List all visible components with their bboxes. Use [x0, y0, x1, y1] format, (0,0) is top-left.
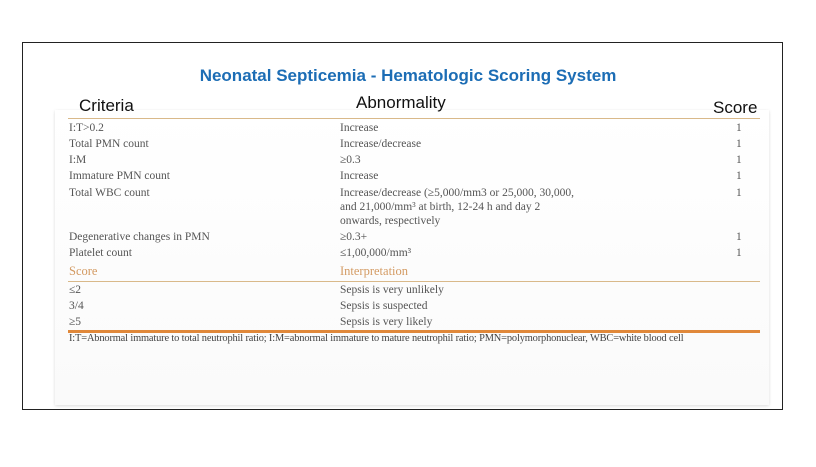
interpretation-header-score: Score — [69, 264, 98, 278]
table-card — [55, 110, 769, 405]
abnormality-cell-line-3: onwards, respectively — [340, 215, 441, 227]
header-abnormality: Abnormality — [356, 93, 446, 112]
abnormality-cell: Increase — [340, 170, 379, 182]
criteria-cell: I:M — [69, 154, 87, 166]
header-criteria: Criteria — [79, 96, 134, 115]
header-score: Score — [713, 98, 758, 117]
score-range-cell: ≥5 — [69, 316, 82, 328]
criteria-cell: Total PMN count — [69, 138, 149, 150]
abnormality-cell: Increase — [340, 122, 379, 134]
interpretation-cell: Sepsis is very unlikely — [340, 284, 444, 296]
abnormality-cell-line-1: Increase/decrease (≥5,000/mm3 or 25,000, 30,000, — [340, 187, 575, 199]
abnormality-cell: ≤1,00,000/mm³ — [340, 247, 412, 259]
score-cell: 1 — [736, 122, 742, 134]
score-range-cell: 3/4 — [69, 300, 84, 312]
score-cell: 1 — [736, 231, 742, 243]
criteria-cell: Immature PMN count — [69, 170, 170, 182]
score-range-cell: ≤2 — [69, 284, 82, 296]
abnormality-cell: ≥0.3+ — [340, 231, 368, 243]
interpretation-header-interpretation: Interpretation — [340, 264, 409, 278]
score-cell: 1 — [736, 187, 742, 199]
score-cell: 1 — [736, 154, 742, 166]
page-title: Neonatal Septicemia - Hematologic Scoring System — [199, 66, 617, 85]
abnormality-cell: Increase/decrease — [340, 138, 422, 150]
score-cell: 1 — [736, 247, 742, 259]
interpretation-divider — [68, 281, 760, 282]
footnote: I:T=Abnormal immature to total neutrophil ratio; I:M=abnormal immature to mature neutrophil ratio; PMN=polymorphonuclear, WBC=white blood cell — [69, 333, 684, 344]
score-cell: 1 — [736, 170, 742, 182]
interpretation-cell: Sepsis is suspected — [340, 300, 428, 312]
criteria-cell: Platelet count — [69, 247, 132, 259]
abnormality-cell: ≥0.3 — [340, 154, 361, 166]
interpretation-cell: Sepsis is very likely — [340, 316, 433, 328]
criteria-cell: Total WBC count — [69, 187, 150, 199]
criteria-cell: I:T>0.2 — [69, 122, 104, 134]
criteria-cell: Degenerative changes in PMN — [69, 231, 210, 243]
score-cell: 1 — [736, 138, 742, 150]
abnormality-cell-line-2: and 21,000/mm³ at birth, 12-24 h and day 2 — [340, 201, 541, 213]
header-divider — [68, 118, 760, 119]
